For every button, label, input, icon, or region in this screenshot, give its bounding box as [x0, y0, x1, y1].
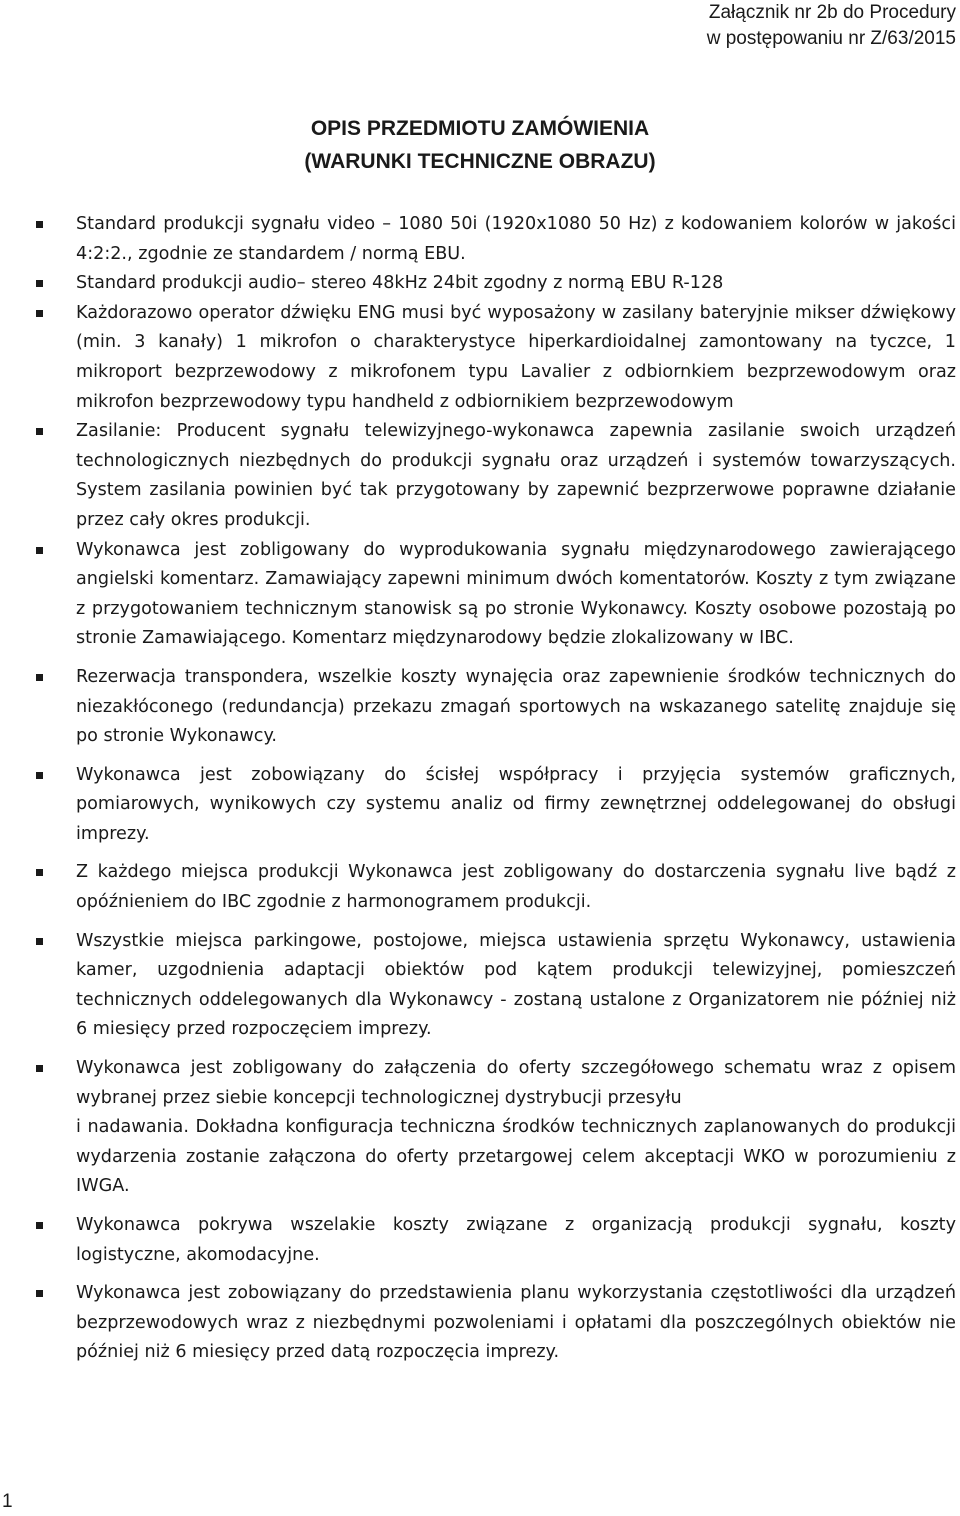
- square-bullet-icon: [36, 310, 43, 317]
- square-bullet-icon: [36, 221, 43, 228]
- list-item-text: Wykonawca jest zobligowany do wyprodukowania sygnału międzynarodowego zawierającego angielski komentarz. Zamawiający zapewni minimum dwóch komentatorów. Koszty z tym związane z przygotowaniem technicznym stanowisk są po stronie Wykonawcy. Koszty osobowe pozostają po stronie Zamawiającego. Komentarz międzynarodowy będzie zlokalizowany w IBC.: [76, 539, 956, 649]
- page-number: 1: [2, 1491, 13, 1512]
- list-item-text: Każdorazowo operator dźwięku ENG musi być wyposażony w zasilany bateryjnie mikser dźwiękowy (min. 3 kanały) 1 mikrofon o charakterystyce hiperkardioidalnej zamontowany na tyczce, 1 mikroport bezprzewodowy z mikrofonem typu Lavalier z odbiornkiem bezprzewodowym oraz mikrofon bezprzewodowy typu handheld z odbiornikiem bezprzewodowym: [76, 302, 956, 412]
- square-bullet-icon: [36, 674, 43, 681]
- list-item: [76, 663, 956, 752]
- list-item: [76, 269, 956, 299]
- list-item-text: Standard produkcji audio– stereo 48kHz 24bit zgodny z normą EBU R-128: [76, 273, 724, 294]
- list-item-text: Wykonawca jest zobowiązany do przedstawienia planu wykorzystania częstotliwości dla urządzeń bezprzewodowych wraz z niezbędnymi pozwoleniami i opłatami dla poszczególnych obiektów nie później niż 6 miesięcy przed datą rozpoczęcia imprezy.: [76, 1283, 956, 1363]
- annex-line-1: Załącznik nr 2b do Procedury: [708, 2, 956, 23]
- square-bullet-icon: [36, 869, 43, 876]
- square-bullet-icon: [36, 772, 43, 779]
- list-item-text: Standard produkcji sygnału video – 1080 50i (1920x1080 50 Hz) z kodowaniem kolorów w jakości 4:2:2., zgodnie ze standardem / normą EBU.: [76, 214, 956, 264]
- square-bullet-icon: [36, 1290, 43, 1297]
- square-bullet-icon: [36, 547, 43, 554]
- square-bullet-icon: [36, 280, 43, 287]
- list-item: [76, 1211, 956, 1270]
- list-item: [76, 417, 956, 535]
- list-item-text: Wykonawca jest zobowiązany do ścisłej współpracy i przyjęcia systemów graficznych, pomiarowych, wynikowych czy systemu analiz od firmy zewnętrznej oddelegowanej do obsługi imprezy.: [76, 764, 956, 844]
- list-item-text: Wykonawca jest zobligowany do załączenia do oferty szczegółowego schematu wraz z opisem wybranej przez siebie koncepcji technologicznej dystrybucji przesyłu i nadawania. Dokładna konfiguracja techniczna środków technicznych zaplanowanych do produkcji wydarzenia zostanie załączona do oferty przetargowej celem akceptacji WKO w porozumieniu z IWGA.: [76, 1058, 956, 1197]
- annex-reference: [707, 0, 956, 52]
- square-bullet-icon: [36, 1222, 43, 1229]
- document-title: [0, 112, 960, 178]
- square-bullet-icon: [36, 938, 43, 945]
- list-item: [76, 761, 956, 850]
- title-line-2: (WARUNKI TECHNICZNE OBRAZU): [304, 150, 656, 173]
- list-item: [76, 1279, 956, 1368]
- list-item: [76, 536, 956, 654]
- annex-line-2: w postępowaniu nr Z/63/2015: [706, 28, 956, 49]
- list-item-text: Z każdego miejsca produkcji Wykonawca jest zobligowany do dostarczenia sygnału live bądź z opóźnieniem do IBC zgodnie z harmonogramem produkcji.: [76, 862, 956, 913]
- list-item-text: Wykonawca pokrywa wszelakie koszty związane z organizacją produkcji sygnału, koszty logistyczne, akomodacyjne.: [76, 1215, 956, 1265]
- list-item: [76, 299, 956, 417]
- list-item-text: Wszystkie miejsca parkingowe, postojowe, miejsca ustawienia sprzętu Wykonawcy, ustawienia kamer, uzgodnienia adaptacji obiektów pod kątem produkcji telewizyjnej, pomieszczeń technicznych oddelegowanych dla Wykonawcy - zostaną ustalone z Organizatorem nie później niż 6 miesięcy przed rozpoczęciem imprezy.: [76, 930, 956, 1040]
- list-item: [76, 858, 956, 917]
- list-item: [76, 1054, 956, 1202]
- title-line-1: OPIS PRZEDMIOTU ZAMÓWIENIA: [310, 117, 650, 140]
- requirements-list: [76, 210, 956, 1368]
- list-item: [76, 210, 956, 269]
- list-item: [76, 927, 956, 1045]
- list-item-text: Zasilanie: Producent sygnału telewizyjnego-wykonawca zapewnia zasilanie swoich urządzeń technologicznych niezbędnych do produkcji sygnału oraz urządzeń i systemów towarzyszących. System zasilania powinien być tak przygotowany by zapewnić bezprzerwowe poprawne działanie przez cały okres produkcji.: [76, 421, 956, 530]
- list-item-text: Rezerwacja transpondera, wszelkie koszty wynajęcia oraz zapewnienie środków technicznych do niezakłóconego (redundancja) przekazu zmagań sportowych na wskazanego satelitę znajduje się po stronie Wykonawcy.: [76, 666, 956, 747]
- square-bullet-icon: [36, 1065, 43, 1072]
- square-bullet-icon: [36, 428, 43, 435]
